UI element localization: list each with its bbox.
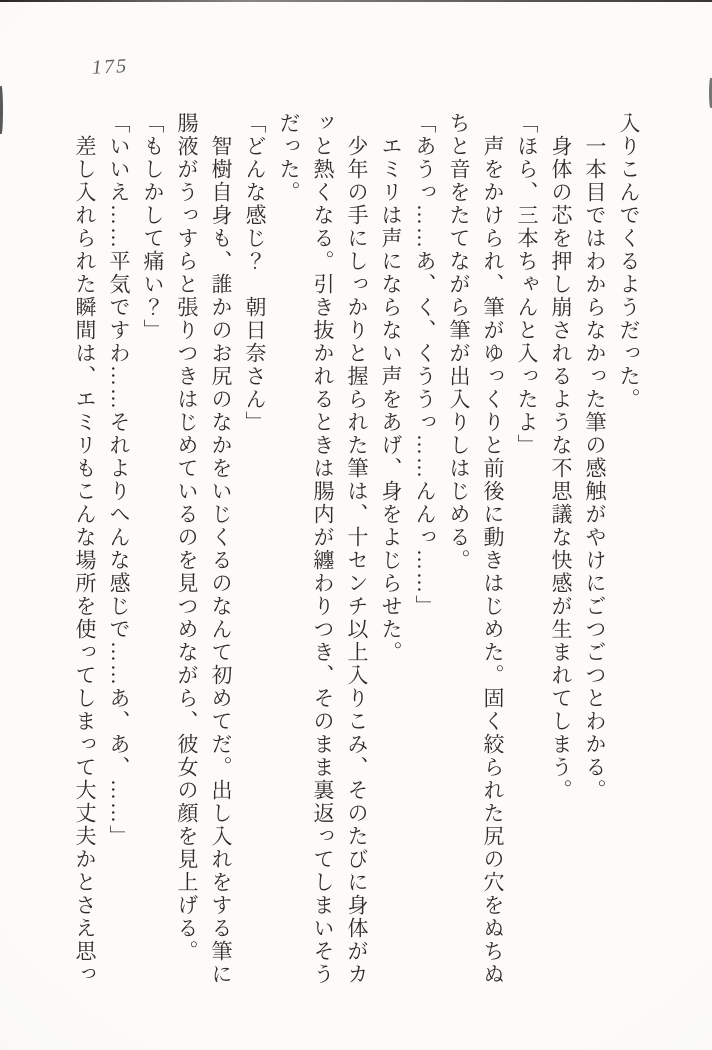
paragraph: 入りこんでくるようだった。 <box>617 112 641 411</box>
paragraph: 「いいえ……平気ですわ……それよりへんな感じで……あ、あ、……」 <box>107 112 131 848</box>
paragraph: 「ほら、三本ちゃんと入ったよ」 <box>515 112 539 457</box>
scan-edge-top <box>0 0 712 2</box>
paragraph: 差し入れられた瞬間は、エミリもこんな場所を使ってしまって大丈夫かとさえ思っ <box>73 135 97 986</box>
paragraph: 「あうっ……あ、く、くううっ……んんっ……」 <box>413 112 437 618</box>
paragraph: 少年の手にしっかりと握られた筆は、十センチ以上入りこみ、そのたびに身体がカッと熱くなる。引き抜かれるときは腸内が纏わりつき、そのまま裏返ってしまいそうだった。 <box>277 112 369 986</box>
paragraph: 一本目ではわからなかった筆の感触がやけにごつごつとわかる。 <box>583 135 607 802</box>
paragraph: 身体の芯を押し崩されるような不思議な快感が生まれてしまう。 <box>549 135 573 802</box>
paragraph: 「もしかして痛い？」 <box>141 112 165 342</box>
paragraph: エミリは声にならない声をあげ、身をよじらせた。 <box>379 135 403 664</box>
paragraph: 声をかけられ、筆がゆっくりと前後に動きはじめた。固く絞られた尻の穴をぬちぬちと音をたてながら筆が出入りしはじめる。 <box>447 112 505 986</box>
page-number: 175 <box>90 55 130 79</box>
paragraph: 智樹自身も、誰かのお尻のなかをいじくるのなんて初めてだ。出し入れをする筆に腸液がうっすらと張りつきはじめているのを見つめながら、彼女の顔を見上げる。 <box>175 112 233 986</box>
paragraph: 「どんな感じ？ 朝日奈さん」 <box>243 112 267 434</box>
text-block <box>68 112 646 990</box>
scan-smudge-left <box>0 86 3 134</box>
